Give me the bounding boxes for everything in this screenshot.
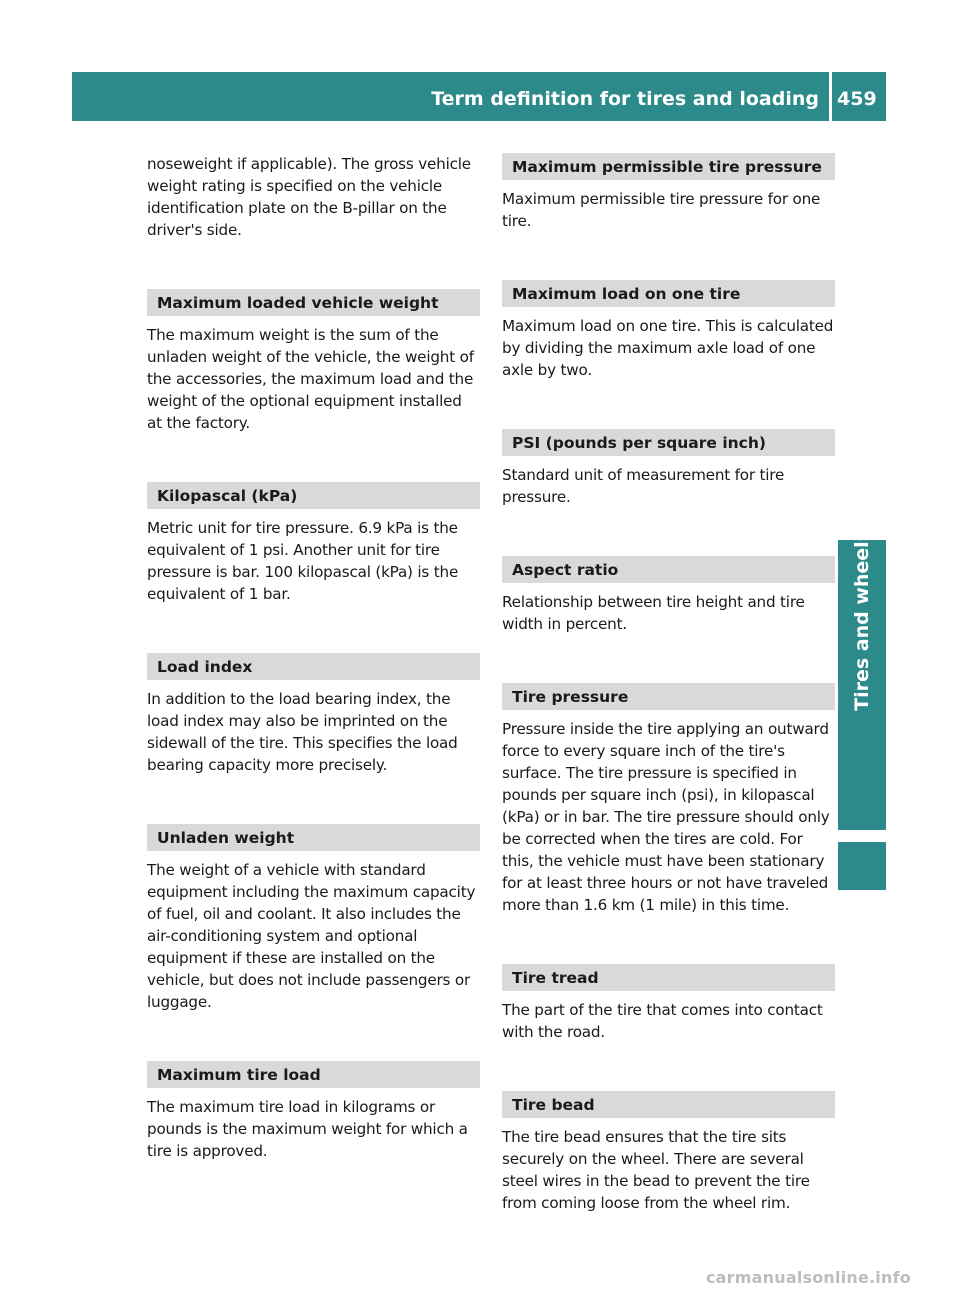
section-heading: PSI (pounds per square inch) [502,429,835,456]
section-maximum-permissible-tire-pressure [502,153,835,232]
section-kilopascal [147,482,480,605]
section-heading: Tire tread [502,964,835,991]
section-body: Standard unit of measurement for tire pressure. [502,466,785,506]
section-maximum-tire-load [147,1061,480,1162]
section-aspect-ratio [502,556,835,635]
section-body: Maximum permissible tire pressure for one tire. [502,190,821,230]
section-heading: Maximum tire load [147,1061,480,1088]
section-body: The maximum weight is the sum of the unladen weight of the vehicle, the weight of the accessories, the maximum load and the weight of the optional equipment installed at the factory. [147,326,474,432]
section-heading: Maximum permissible tire pressure [502,153,835,180]
section-tire-pressure [502,683,835,916]
chapter-marker [838,842,886,890]
section-psi [502,429,835,508]
page-number: 459 [837,88,877,110]
section-body: Maximum load on one tire. This is calculated by dividing the maximum axle load of one axle by two. [502,317,834,379]
right-column [502,153,835,1262]
section-heading: Kilopascal (kPa) [147,482,480,509]
section-body: Relationship between tire height and tire width in percent. [502,593,805,633]
section-heading: Load index [147,653,480,680]
page-title: Term definition for tires and loading [431,88,819,110]
section-heading: Tire bead [502,1091,835,1118]
section-tire-tread [502,964,835,1043]
left-column [147,153,480,1210]
watermark-text: carmanualsonline.info [706,1268,911,1287]
section-body: In addition to the load bearing index, the load index may also be imprinted on the sidewall of the tire. This specifies the load bearing capacity more precisely. [147,690,458,774]
section-body: The maximum tire load in kilograms or pounds is the maximum weight for which a tire is approved. [147,1098,468,1160]
section-unladen-weight [147,824,480,1013]
page-header [72,72,886,121]
section-body: The weight of a vehicle with standard equipment including the maximum capacity of fuel, oil and coolant. It also includes the air-conditioning system and optional equipment if these are installed on the vehicle, but does not include passengers or luggage. [147,861,476,1011]
intro-paragraph: noseweight if applicable). The gross vehicle weight rating is specified on the vehicle identification plate on the B-pillar on the driver's side. [147,155,471,239]
section-heading: Maximum load on one tire [502,280,835,307]
section-tire-bead [502,1091,835,1214]
section-body: The tire bead ensures that the tire sits securely on the wheel. There are several steel wires in the bead to prevent the tire from coming loose from the wheel rim. [502,1128,810,1212]
section-heading: Unladen weight [147,824,480,851]
chapter-tab [838,530,886,830]
section-heading: Maximum loaded vehicle weight [147,289,480,316]
section-heading: Tire pressure [502,683,835,710]
chapter-tab-label: Tires and wheels [851,530,873,711]
section-body: The part of the tire that comes into contact with the road. [502,1001,823,1041]
header-divider [829,72,832,121]
section-body: Metric unit for tire pressure. 6.9 kPa is the equivalent of 1 psi. Another unit for tire pressure is bar. 100 kilopascal (kPa) is the equivalent of 1 bar. [147,519,459,603]
section-maximum-loaded-vehicle-weight [147,289,480,434]
section-maximum-load-on-one-tire [502,280,835,381]
section-body: Pressure inside the tire applying an outward force to every square inch of the tire's surface. The tire pressure is specified in pounds per square inch (psi), in kilopascal (kPa) or in bar. The tire pressure should only be corrected when the tires are cold. For this, the vehicle must have been stationary for at least three hours or not have traveled more than 1.6 km (1 mile) in this time. [502,720,830,914]
section-load-index [147,653,480,776]
section-heading: Aspect ratio [502,556,835,583]
